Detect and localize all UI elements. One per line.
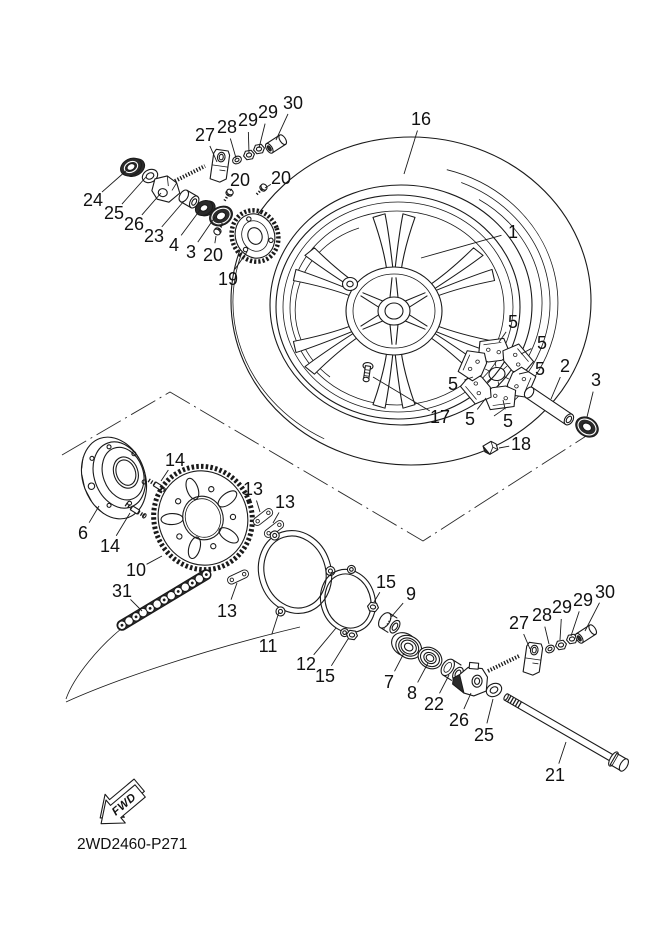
callout-29: 29 [551,597,573,617]
callout-1: 1 [507,222,519,242]
callout-29: 29 [237,110,259,130]
callout-5: 5 [502,411,514,431]
callout-5: 5 [447,374,459,394]
leader-line-23 [162,201,184,227]
drawing-code: 2WD2460-P271 [77,836,188,853]
callout-8: 8 [406,683,418,703]
callout-30: 30 [594,582,616,602]
fwd-label: FWD [109,791,139,819]
callout-9: 9 [405,584,417,604]
part-6-sprocket-hub [71,428,158,528]
part-21-rear-axle [501,689,631,773]
leader-line-10 [147,556,162,564]
callout-10: 10 [125,560,147,580]
part-20-bolt-b [221,188,235,204]
callout-31: 31 [111,581,133,601]
callout-24: 24 [82,190,104,210]
callout-27: 27 [194,125,216,145]
callout-23: 23 [143,226,165,246]
part-9-collar [376,610,403,636]
leader-line-8 [418,663,428,682]
callout-6: 6 [77,523,89,543]
part-13-link-c [226,569,250,586]
callout-30: 30 [282,93,304,113]
leader-line-15 [331,639,348,666]
part-31-drive-chain [66,568,300,702]
callout-4: 4 [168,235,180,255]
leader-line-12 [314,628,336,655]
leader-line-28 [545,627,549,644]
callout-3: 3 [590,370,602,390]
leader-line-22 [440,675,449,693]
callout-25: 25 [103,203,125,223]
leader-line-18 [499,446,509,448]
callout-28: 28 [531,605,553,625]
part-adjuster-rod-right [488,656,519,671]
callout-22: 22 [423,694,445,714]
leader-line-13 [231,583,237,600]
callout-2: 2 [559,356,571,376]
callout-5: 5 [507,312,519,332]
part-30-cap-lower [574,624,598,645]
callout-5: 5 [536,333,548,353]
leader-line-4 [181,210,200,235]
leader-line-24 [102,170,127,192]
leader-line-6 [89,506,99,523]
callout-20: 20 [270,168,292,188]
callout-14: 14 [99,536,121,556]
part-29-nut-upper-b [253,144,265,154]
part-3-bearing-right [572,413,602,441]
part-11-retainer-ring-large [247,517,345,623]
callout-29: 29 [572,590,594,610]
part-30-cap-upper [264,134,288,155]
part-28-washer-lower [544,644,556,655]
callout-13: 13 [216,601,238,621]
leader-line-29 [560,619,561,640]
part-29-nut-lower-a [555,640,567,650]
callout-26: 26 [448,710,470,730]
callout-17: 17 [429,407,451,427]
leader-line-29 [248,132,249,153]
callout-5: 5 [534,359,546,379]
callout-14: 14 [164,450,186,470]
callout-25: 25 [473,725,495,745]
leader-line-26 [464,693,471,709]
callout-15: 15 [314,666,336,686]
leader-line-11 [272,612,279,635]
fwd-arrow [88,774,152,836]
leader-line-7 [395,653,404,671]
callout-5: 5 [464,409,476,429]
part-20-bolt-c [253,183,268,198]
leader-line-21 [559,742,566,764]
part-13-link-a [252,507,275,527]
part-27-adjuster-block-upper [210,149,230,183]
callout-21: 21 [544,765,566,785]
callout-20: 20 [229,170,251,190]
part-27-adjuster-block-lower [523,642,543,676]
callout-12: 12 [295,654,317,674]
part-adjuster-rod-left [175,166,205,181]
leader-line-29 [259,124,265,148]
callout-18: 18 [510,434,532,454]
leader-line-31 [130,599,142,611]
leader-line-3 [587,392,593,417]
callout-28: 28 [216,117,238,137]
callout-20: 20 [202,245,224,265]
callout-15: 15 [375,572,397,592]
leader-line-28 [230,139,236,158]
part-15-nut-a [367,602,379,612]
leader-line-25 [487,699,493,723]
callout-29: 29 [257,102,279,122]
leader-line-20 [215,236,216,243]
leader-line-25 [122,177,146,204]
callout-13: 13 [242,479,264,499]
callout-11: 11 [258,636,278,656]
callout-19: 19 [217,269,239,289]
callout-7: 7 [383,672,395,692]
part-28-washer-upper [231,155,243,166]
part-10-sprocket [139,452,267,583]
callout-26: 26 [123,214,145,234]
leader-line-3 [198,217,215,242]
leader-line-26 [142,193,161,215]
callout-13: 13 [274,492,296,512]
callout-16: 16 [410,109,432,129]
leader-line-13 [256,500,260,512]
callout-3: 3 [185,242,197,262]
callout-27: 27 [508,613,530,633]
leader-line-9 [392,603,403,616]
